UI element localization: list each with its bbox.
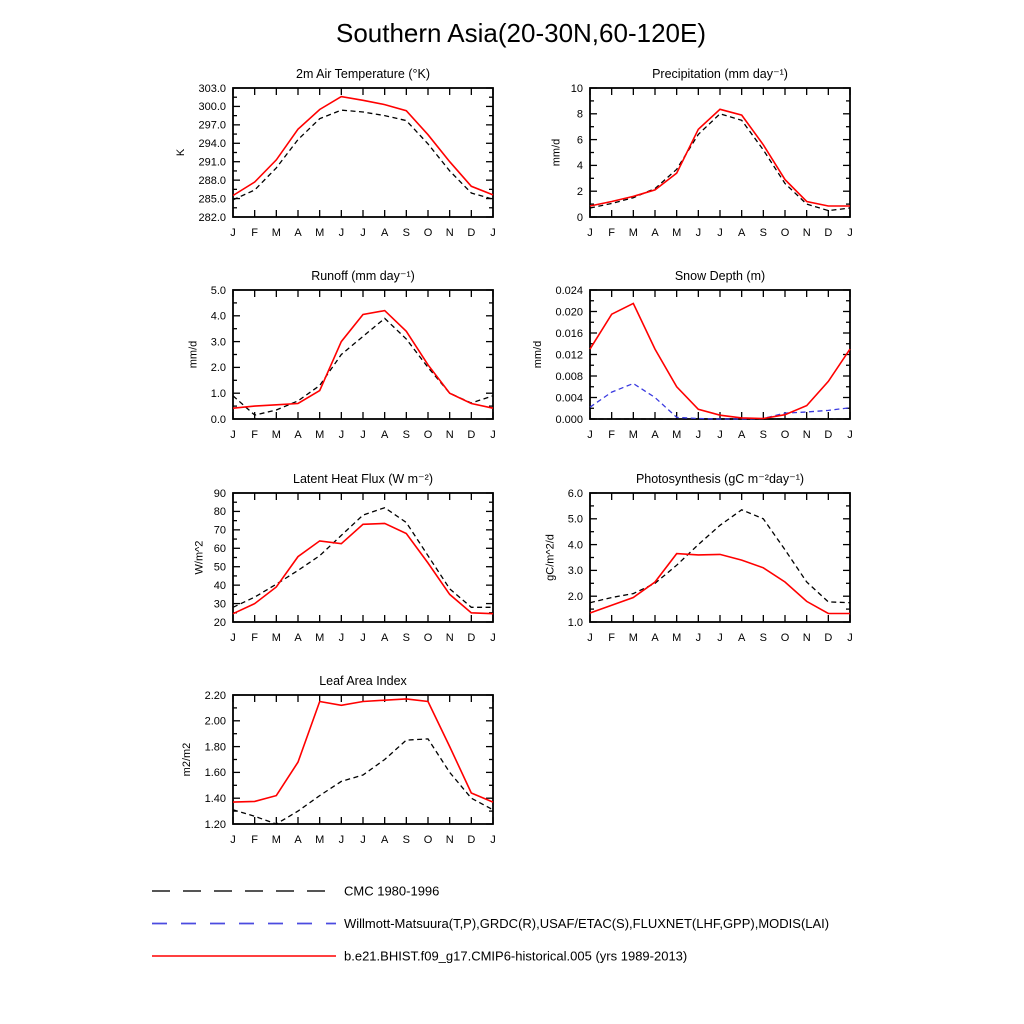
x-tick-label: F (608, 227, 616, 239)
plot-frame (590, 493, 850, 622)
x-tick-label: N (802, 632, 811, 644)
panel-title: Leaf Area Index (319, 674, 407, 688)
x-tick-label: S (759, 632, 768, 644)
panel-snow-depth (517, 264, 877, 469)
x-tick-label: J (360, 429, 366, 441)
x-tick-label: O (423, 632, 433, 644)
series-line-model (590, 109, 850, 206)
x-tick-label: M (315, 632, 325, 644)
series-line-cmc (233, 110, 493, 200)
x-tick-label: A (294, 429, 302, 441)
y-axis-label: mm/d (187, 340, 200, 369)
y-tick-label: 4.0 (210, 310, 226, 323)
x-tick-label: N (445, 834, 454, 846)
y-axis-label: K (175, 148, 187, 157)
x-tick-label: A (294, 632, 302, 644)
y-tick-label: 80 (213, 506, 226, 519)
y-tick-label: 294.0 (198, 138, 226, 151)
y-tick-label: 0.016 (555, 327, 583, 340)
chart-svg (160, 669, 520, 874)
y-axis-ticks (233, 290, 493, 419)
series-line-cmc (233, 508, 493, 608)
y-tick-label: 50 (213, 561, 226, 574)
y-tick-label: 0.000 (555, 413, 583, 426)
y-tick-label: 0.008 (555, 370, 583, 383)
x-tick-label: A (380, 227, 389, 239)
y-tick-label: 4 (576, 160, 583, 173)
legend-label-obs: Willmott-Matsuura(T,P),GRDC(R),USAF/ETAC(S),FLUXNET(LHF,GPP),MODIS(LAI) (344, 916, 830, 931)
x-tick-label: J (717, 632, 723, 644)
y-tick-label: 2 (576, 186, 583, 198)
chart-svg (517, 62, 877, 267)
y-tick-label: 10 (570, 82, 583, 95)
x-tick-label: J (847, 227, 853, 239)
x-tick-label: J (847, 632, 853, 644)
series-line-model (590, 554, 850, 614)
x-tick-label: S (759, 429, 768, 441)
chart-svg (160, 264, 520, 469)
y-axis-ticks (233, 88, 493, 217)
y-tick-label: 1.60 (204, 767, 226, 780)
x-tick-label: N (445, 429, 454, 441)
y-tick-label: 2.0 (567, 591, 583, 603)
x-tick-label: A (380, 834, 389, 846)
plot-frame (233, 88, 493, 217)
x-tick-label: O (780, 227, 790, 239)
x-tick-label: J (490, 632, 496, 644)
y-tick-label: 0.012 (555, 349, 583, 362)
chart-svg (160, 62, 520, 267)
x-tick-label: J (230, 834, 236, 846)
y-tick-label: 2.0 (210, 362, 226, 375)
chart-svg (160, 467, 520, 672)
x-tick-label: A (737, 227, 746, 239)
x-tick-label: D (467, 227, 476, 239)
x-tick-label: J (230, 632, 236, 644)
panel-title: Latent Heat Flux (W m⁻²) (293, 472, 433, 486)
y-tick-label: 288.0 (198, 174, 226, 187)
series-line-cmc (590, 114, 850, 211)
y-tick-label: 3.0 (567, 565, 583, 578)
y-tick-label: 0.020 (555, 306, 583, 319)
y-tick-label: 285.0 (198, 193, 226, 206)
y-tick-label: 30 (213, 598, 226, 611)
x-tick-label: F (251, 429, 259, 441)
x-tick-label: F (608, 632, 616, 644)
y-axis-ticks (590, 493, 850, 622)
x-tick-label: D (467, 429, 476, 441)
x-tick-label: J (230, 429, 236, 441)
y-tick-label: 1.0 (567, 616, 583, 629)
x-tick-label: O (423, 429, 433, 441)
x-tick-label: F (251, 227, 259, 239)
x-tick-label: M (672, 429, 682, 441)
x-tick-label: J (338, 632, 345, 644)
x-tick-label: M (315, 429, 325, 441)
x-tick-label: M (672, 632, 682, 644)
y-axis-ticks (233, 695, 493, 824)
x-tick-label: O (423, 227, 433, 239)
series-line-cmc (233, 739, 493, 824)
x-tick-label: S (402, 227, 411, 239)
legend-label-model: b.e21.BHIST.f09_g17.CMIP6-historical.005 (yrs 1989-2013) (344, 948, 688, 964)
x-tick-label: J (847, 429, 853, 441)
x-tick-label: F (251, 834, 259, 846)
x-tick-label: M (271, 429, 281, 441)
x-axis-ticks (233, 290, 493, 419)
x-tick-label: J (695, 429, 702, 441)
series-line-model (233, 699, 493, 802)
series-line-cmc (590, 510, 850, 603)
series-line-model (233, 523, 493, 613)
panel-leaf-area-index (160, 669, 520, 874)
x-tick-label: O (423, 834, 433, 846)
x-tick-label: O (780, 632, 790, 644)
y-tick-label: 0.0 (210, 413, 226, 426)
x-tick-label: A (737, 429, 746, 441)
x-tick-label: J (717, 227, 723, 239)
panel-precipitation (517, 62, 877, 267)
x-tick-label: A (380, 632, 389, 644)
x-axis-ticks (233, 88, 493, 217)
y-axis-label: m2/m2 (181, 742, 194, 777)
series-line-model (590, 303, 850, 418)
y-tick-label: 5.0 (210, 284, 226, 297)
x-tick-label: F (608, 429, 616, 441)
x-tick-label: A (294, 227, 302, 239)
y-tick-label: 0.004 (555, 392, 583, 405)
x-tick-label: N (802, 429, 811, 441)
x-tick-label: J (695, 227, 702, 239)
y-tick-label: 5.0 (567, 513, 583, 526)
x-tick-label: D (824, 429, 833, 441)
y-tick-label: 1.40 (204, 793, 226, 805)
x-tick-label: D (824, 632, 833, 644)
y-tick-label: 2.20 (204, 689, 226, 702)
x-tick-label: M (315, 834, 325, 846)
y-tick-label: 4.0 (567, 539, 583, 552)
y-axis-ticks (233, 493, 493, 622)
x-tick-label: N (445, 632, 454, 644)
panel-runoff (160, 264, 520, 469)
panel-latent-heat-flux (160, 467, 520, 672)
y-tick-label: 2.00 (204, 715, 226, 728)
y-tick-label: 300.0 (198, 101, 226, 114)
x-tick-label: D (467, 834, 476, 846)
x-tick-label: J (587, 227, 593, 239)
y-tick-label: 60 (213, 543, 226, 556)
panel-title: Precipitation (mm day⁻¹) (652, 67, 788, 81)
x-tick-label: M (628, 227, 638, 239)
x-tick-label: J (338, 227, 345, 239)
y-tick-label: 0.024 (555, 284, 583, 297)
x-tick-label: A (651, 429, 659, 441)
x-tick-label: A (380, 429, 389, 441)
y-tick-label: 3.0 (210, 336, 226, 349)
page-title: Southern Asia(20-30N,60-120E) (335, 18, 706, 48)
x-tick-label: M (628, 429, 638, 441)
x-tick-label: A (651, 632, 659, 644)
chart-svg (517, 264, 877, 469)
series-line-cmc (233, 318, 493, 415)
x-axis-ticks (233, 493, 493, 622)
x-tick-label: S (402, 834, 411, 846)
x-tick-label: F (251, 632, 259, 644)
x-tick-label: M (271, 632, 281, 644)
y-tick-label: 1.0 (210, 388, 226, 400)
y-tick-label: 291.0 (198, 156, 226, 169)
y-tick-label: 8 (576, 108, 583, 121)
y-tick-label: 6.0 (567, 487, 583, 500)
x-tick-label: D (824, 227, 833, 239)
x-tick-label: J (490, 227, 496, 239)
y-tick-label: 1.20 (204, 818, 226, 831)
y-axis-label: mm/d (532, 340, 544, 369)
series-line-model (233, 311, 493, 409)
x-tick-label: M (628, 632, 638, 644)
x-tick-label: M (672, 227, 682, 239)
x-tick-label: J (230, 227, 236, 239)
x-tick-label: M (271, 227, 281, 239)
x-tick-label: J (717, 429, 723, 441)
plot-frame (233, 493, 493, 622)
chart-svg (517, 467, 877, 672)
legend-label-cmc: CMC 1980-1996 (344, 883, 440, 899)
y-tick-label: 20 (213, 616, 226, 629)
y-tick-label: 1.80 (204, 741, 226, 754)
y-tick-label: 6 (576, 134, 583, 147)
x-tick-label: D (467, 632, 476, 644)
x-axis-ticks (233, 695, 493, 824)
x-tick-label: J (490, 429, 496, 441)
panel-title: 2m Air Temperature (°K) (296, 67, 430, 81)
y-tick-label: 0 (576, 211, 583, 224)
y-axis-label: gC/m^2/d (544, 534, 557, 581)
x-tick-label: N (445, 227, 454, 239)
x-tick-label: S (402, 632, 411, 644)
x-tick-label: J (360, 632, 366, 644)
y-tick-label: 282.0 (198, 211, 226, 224)
y-tick-label: 303.0 (198, 82, 226, 95)
x-tick-label: J (338, 834, 345, 846)
x-tick-label: O (780, 429, 790, 441)
x-tick-label: S (402, 429, 411, 441)
plot-frame (233, 695, 493, 824)
x-tick-label: J (360, 227, 366, 239)
x-tick-label: J (587, 632, 593, 644)
y-axis-label: mm/d (550, 138, 563, 167)
x-tick-label: A (737, 632, 746, 644)
panel-title: Photosynthesis (gC m⁻²day⁻¹) (635, 472, 805, 486)
x-tick-label: M (271, 834, 281, 846)
panel-photosynthesis (517, 467, 877, 672)
x-tick-label: M (315, 227, 325, 239)
panel-title: Snow Depth (m) (674, 269, 766, 283)
y-tick-label: 40 (213, 579, 226, 592)
panel-title: Runoff (mm day⁻¹) (311, 269, 415, 283)
x-tick-label: J (360, 834, 366, 846)
legend (140, 876, 1020, 976)
x-tick-label: J (338, 429, 345, 441)
panel-air-temperature (160, 62, 520, 267)
y-axis-label: W/m^2 (193, 540, 206, 575)
y-tick-label: 90 (213, 487, 226, 500)
y-tick-label: 70 (213, 524, 226, 537)
plot-frame (233, 290, 493, 419)
x-axis-ticks (590, 493, 850, 622)
x-tick-label: J (695, 632, 702, 644)
x-tick-label: N (802, 227, 811, 239)
x-tick-label: A (294, 834, 302, 846)
x-tick-label: J (587, 429, 593, 441)
x-tick-label: A (651, 227, 659, 239)
x-tick-label: S (759, 227, 768, 239)
x-tick-label: J (490, 834, 496, 846)
y-tick-label: 297.0 (198, 119, 226, 132)
